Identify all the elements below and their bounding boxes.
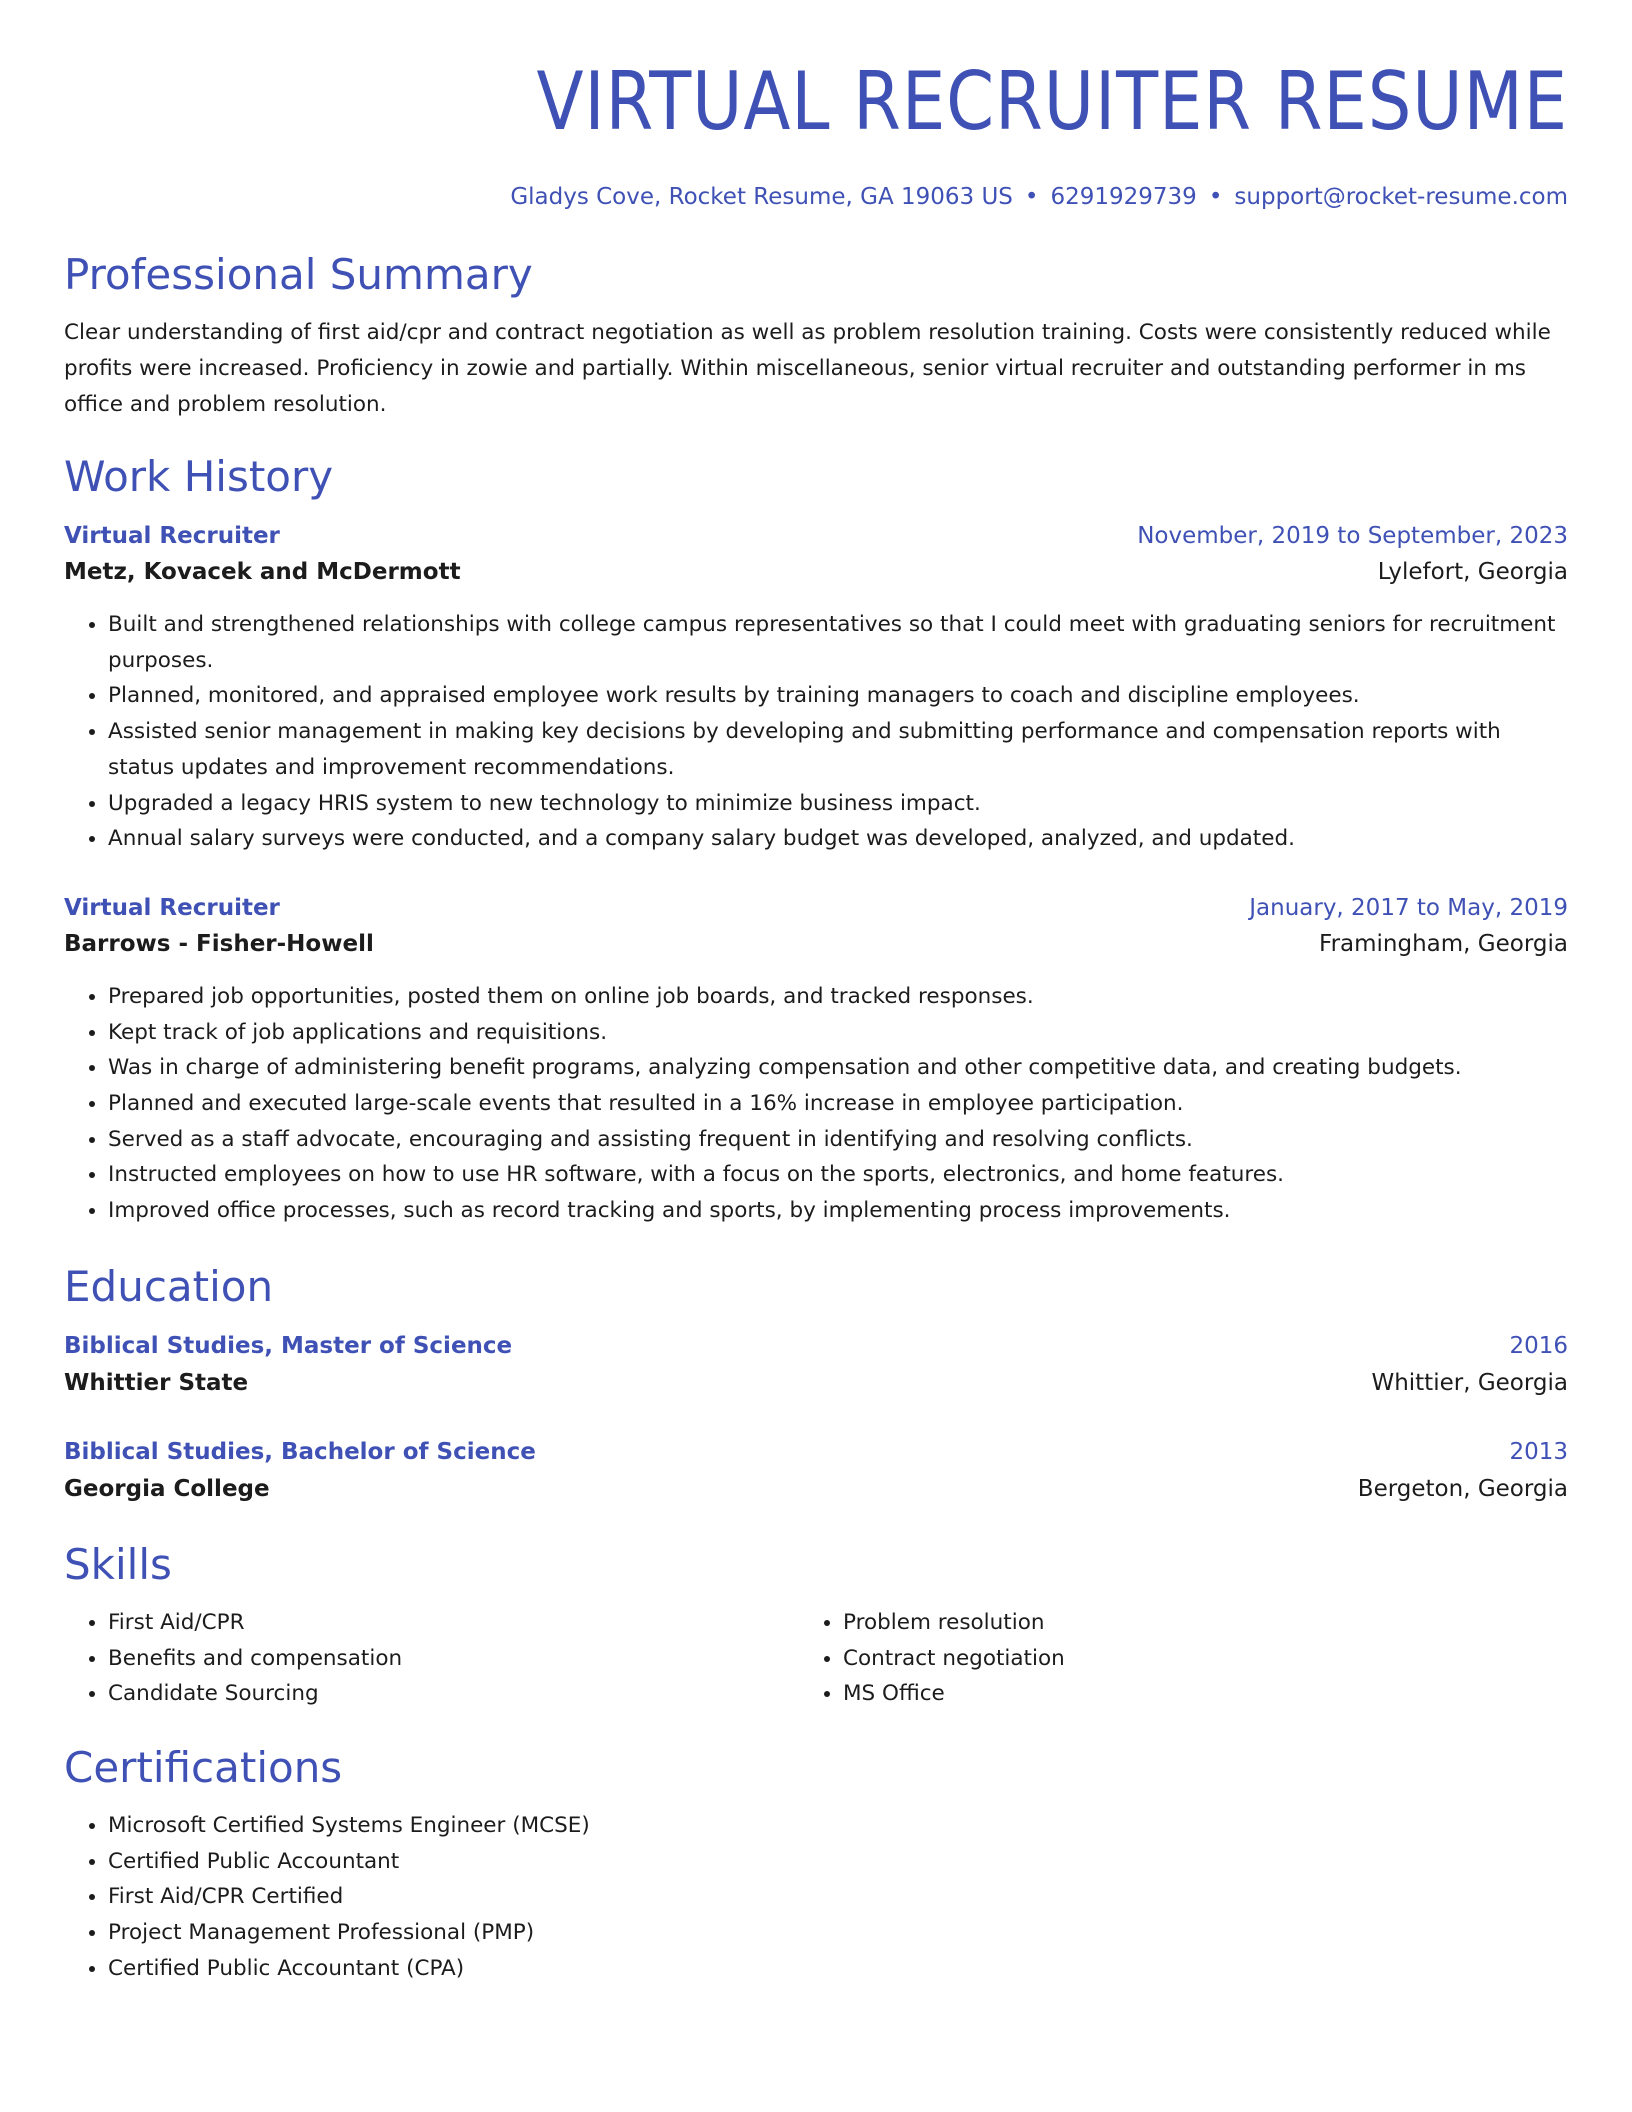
job-company-row [64, 925, 1568, 963]
list-item: • Improved office processes, such as record tracking and sports, by implementing process improvements. [108, 1193, 1568, 1229]
list-item: • Instructed employees on how to use HR software, with a focus on the sports, electronics, and home features. [108, 1157, 1568, 1193]
job-location: Framingham, Georgia [1319, 930, 1568, 957]
list-item: • Built and strengthened relationships with college campus representatives so that I could meet with graduating seniors for recruitment purposes. [108, 607, 1568, 678]
list-item: • Annual salary surveys were conducted, and a company salary budget was developed, analyzed, and updated. [108, 821, 1568, 857]
education-location: Bergeton, Georgia [1357, 1475, 1568, 1502]
education-header-row [64, 1435, 1568, 1469]
contact-separator: • [1208, 184, 1223, 210]
education-degree: Biblical Studies, Master of Science [64, 1332, 513, 1359]
list-item: • Assisted senior management in making key decisions by developing and submitting performance and compensation reports with status updates and improvement recommendations. [108, 714, 1568, 785]
education-entry [64, 1329, 1568, 1403]
list-item: • MS Office [843, 1676, 1534, 1712]
certifications-list [64, 1808, 1568, 1987]
education-entry [64, 1435, 1568, 1509]
list-item: • Benefits and compensation [108, 1641, 799, 1677]
resume-name: VIRTUAL RECRUITER RESUME [536, 55, 1569, 148]
list-item: • Candidate Sourcing [108, 1676, 799, 1712]
job-entry [64, 891, 1568, 1229]
job-dates: November, 2019 to September, 2023 [1137, 523, 1568, 549]
summary-section [64, 249, 1568, 423]
education-school-row [64, 1363, 1568, 1403]
job-company-row [64, 553, 1568, 591]
list-item: • Microsoft Certified Systems Engineer (MCSE) [108, 1808, 1568, 1844]
job-entry [64, 519, 1568, 857]
contact-line [64, 182, 1568, 212]
resume-header [64, 52, 1568, 212]
job-company: Barrows - Fisher-Howell [64, 930, 374, 957]
list-item: • Certified Public Accountant [108, 1844, 1568, 1880]
list-item: • First Aid/CPR [108, 1605, 799, 1641]
job-company: Metz, Kovacek and McDermott [64, 559, 461, 585]
list-item: • First Aid/CPR Certified [108, 1879, 1568, 1915]
education-section [64, 1261, 1568, 1509]
education-year: 2013 [1509, 1438, 1568, 1465]
skills-column-left [64, 1605, 799, 1712]
section-title-education: Education [64, 1261, 274, 1311]
skills-section [64, 1539, 1568, 1712]
summary-text: Clear understanding of first aid/cpr and contract negotiation as well as problem resolution training. Costs were consistently reduced while profits were increased. Proficiency in zowie and partially. Within miscellaneous, senior virtual recruiter and outstanding performer in ms office and problem resolution. [64, 320, 1551, 417]
work-history-section [64, 451, 1568, 1229]
section-title-work-history: Work History [64, 452, 334, 501]
job-header-row [64, 519, 1568, 553]
list-item: • Planned, monitored, and appraised employee work results by training managers to coach and discipline employees. [108, 678, 1568, 714]
section-title-certifications: Certifications [64, 1742, 343, 1792]
education-degree: Biblical Studies, Bachelor of Science [64, 1438, 536, 1465]
job-title: Virtual Recruiter [64, 894, 280, 921]
section-title-summary: Professional Summary [64, 250, 533, 299]
job-header-row [64, 891, 1568, 925]
certifications-section [64, 1742, 1568, 1987]
list-item: • Certified Public Accountant (CPA) [108, 1951, 1568, 1987]
list-item: • Upgraded a legacy HRIS system to new technology to minimize business impact. [108, 786, 1568, 822]
list-item: • Planned and executed large-scale events that resulted in a 16% increase in employee participation. [108, 1086, 1568, 1122]
education-year: 2016 [1509, 1332, 1568, 1359]
education-school-row [64, 1469, 1568, 1509]
list-item: • Served as a staff advocate, encouraging and assisting frequent in identifying and resolving conflicts. [108, 1122, 1568, 1158]
skills-column-right [799, 1605, 1534, 1712]
education-header-row [64, 1329, 1568, 1363]
section-title-skills: Skills [64, 1539, 172, 1589]
job-bullets [64, 607, 1568, 857]
education-school: Whittier State [64, 1369, 249, 1396]
job-location: Lylefort, Georgia [1377, 559, 1568, 585]
education-school: Georgia College [64, 1475, 270, 1502]
job-dates: January, 2017 to May, 2019 [1249, 894, 1568, 921]
job-title: Virtual Recruiter [64, 523, 280, 549]
contact-phone: 6291929739 [1050, 184, 1197, 210]
list-item: • Contract negotiation [843, 1641, 1534, 1677]
list-item: • Was in charge of administering benefit programs, analyzing compensation and other competitive data, and creating budgets. [108, 1050, 1568, 1086]
contact-email: support@rocket-resume.com [1234, 184, 1568, 210]
list-item: • Problem resolution [843, 1605, 1534, 1641]
skills-grid [64, 1605, 1568, 1712]
list-item: • Project Management Professional (PMP) [108, 1915, 1568, 1951]
list-item: • Prepared job opportunities, posted them on online job boards, and tracked responses. [108, 979, 1568, 1015]
contact-separator: • [1024, 184, 1039, 210]
education-location: Whittier, Georgia [1371, 1369, 1568, 1396]
list-item: • Kept track of job applications and requisitions. [108, 1015, 1568, 1051]
job-bullets [64, 979, 1568, 1229]
contact-address: Gladys Cove, Rocket Resume, GA 19063 US [510, 184, 1013, 210]
